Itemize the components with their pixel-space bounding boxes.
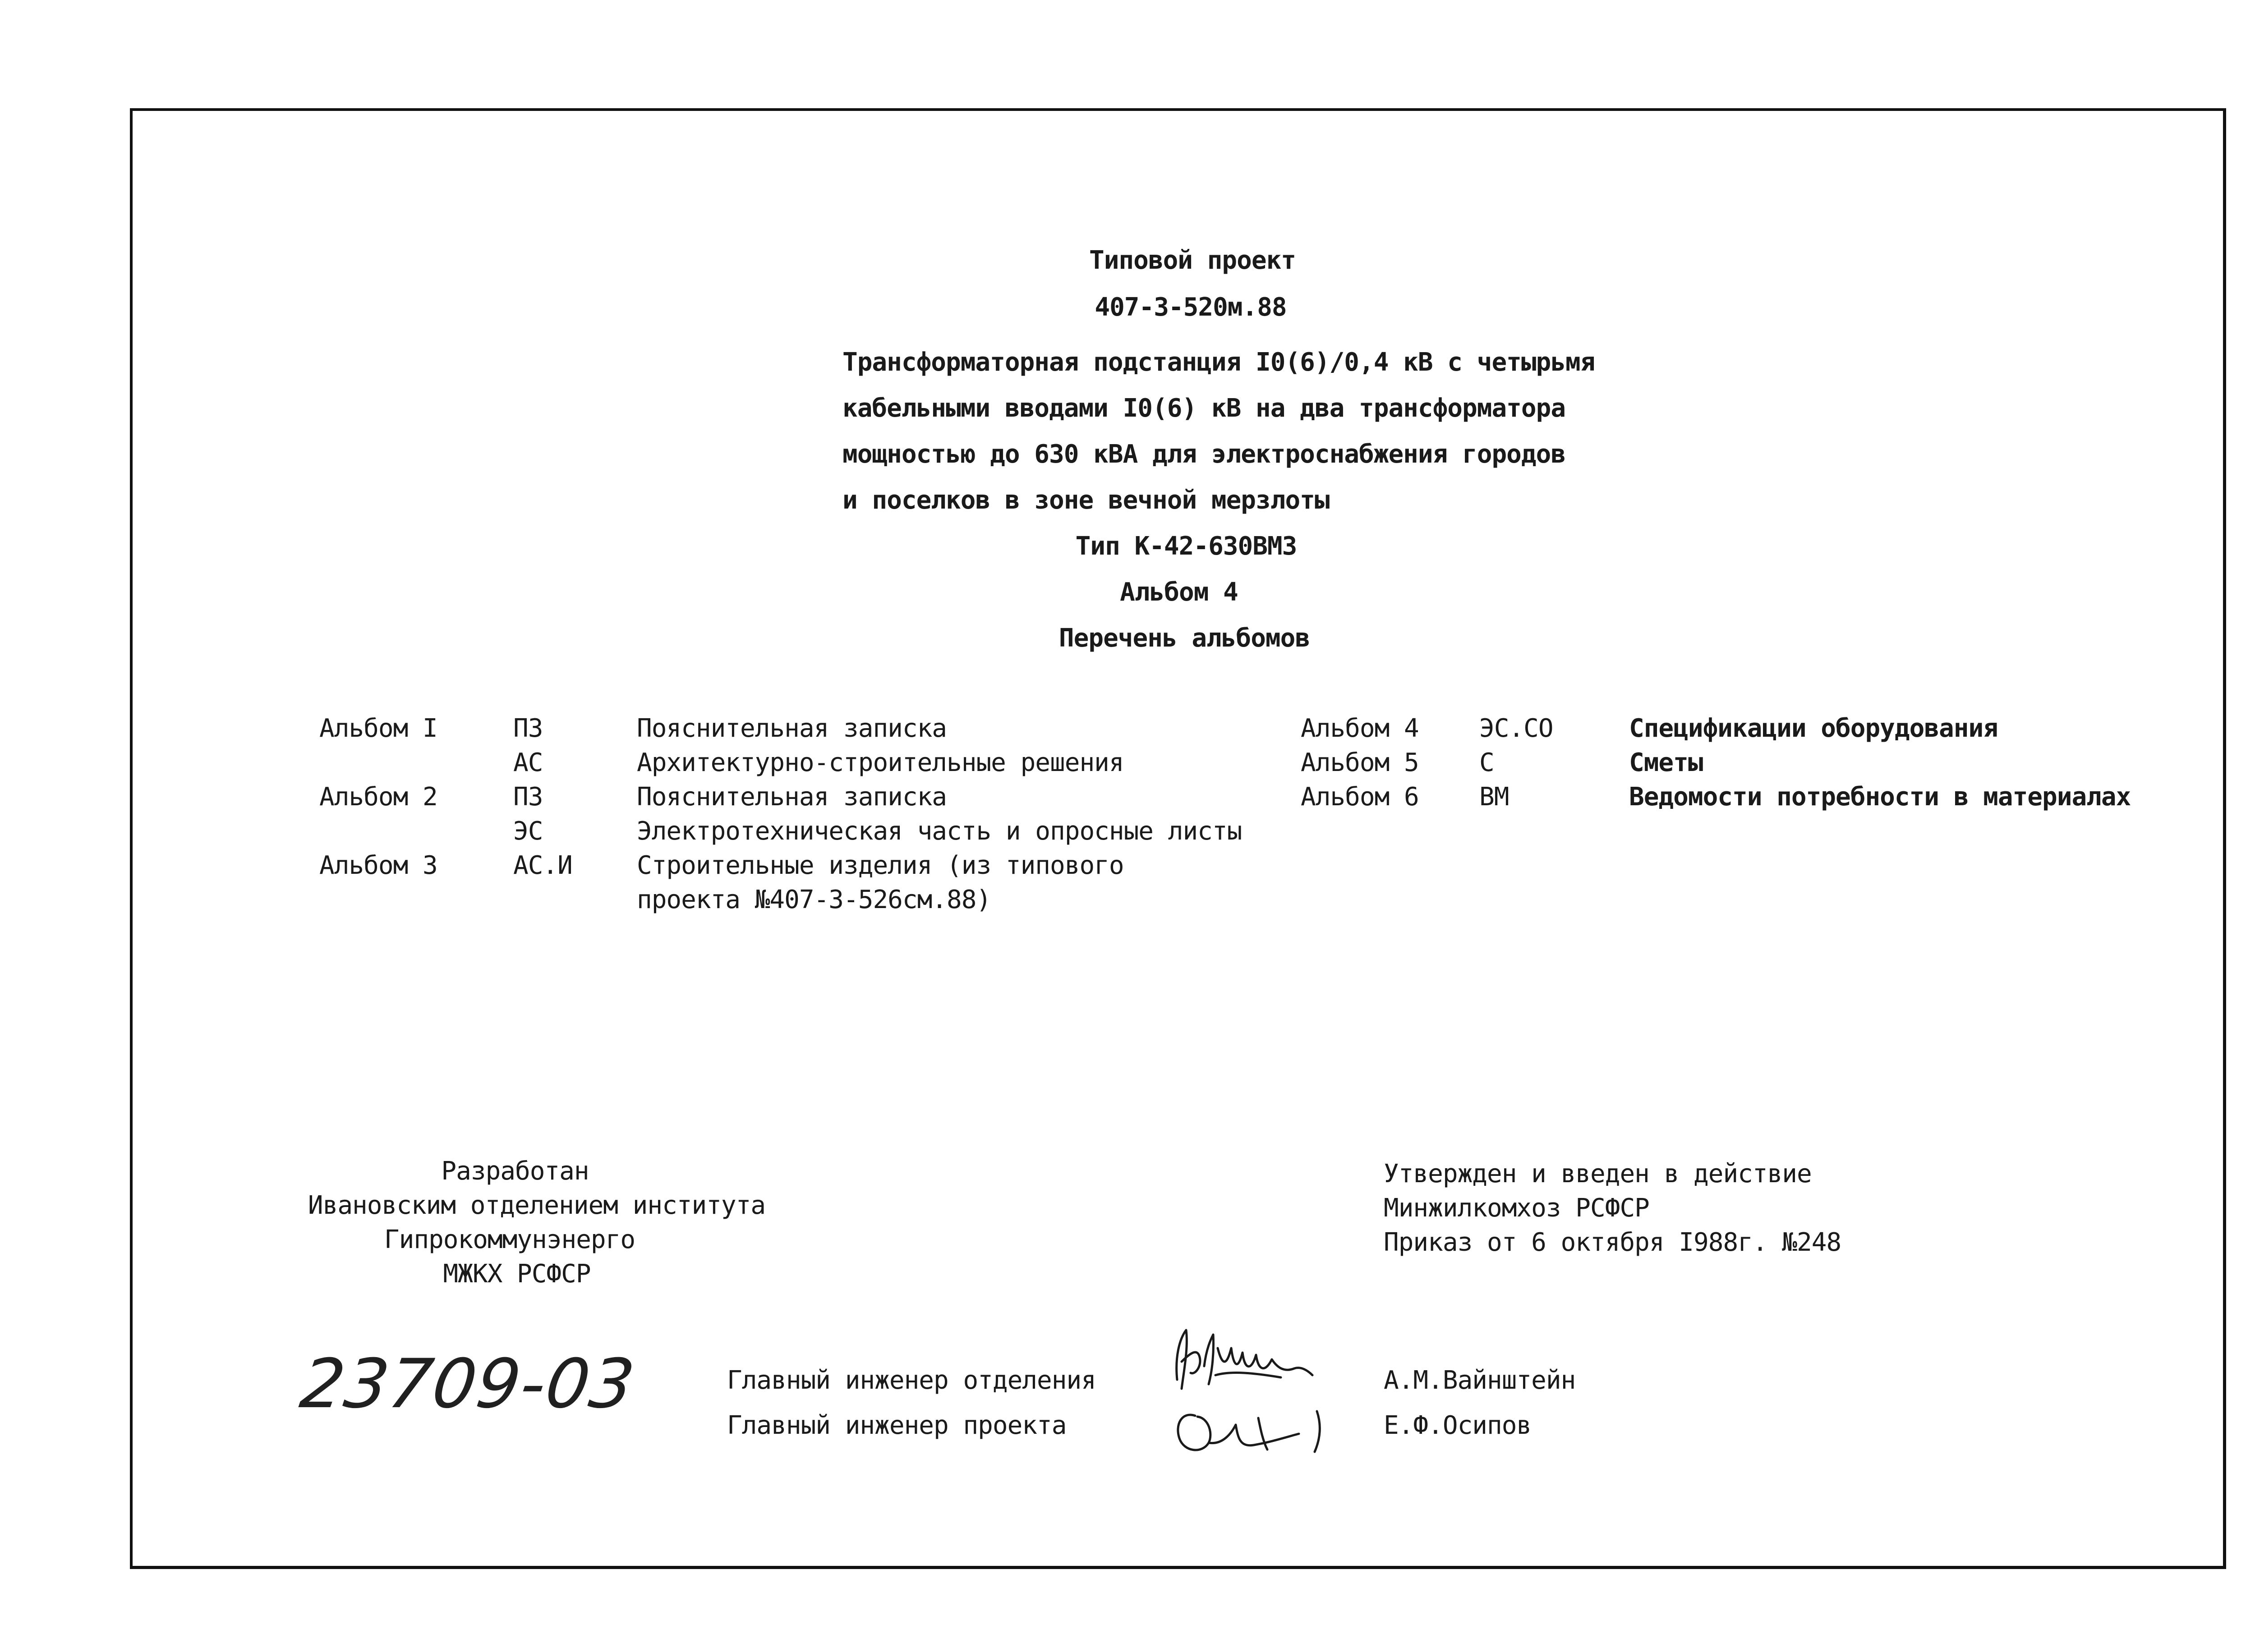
developer-org-line-2: Гипрокоммунэнерго	[384, 1225, 635, 1254]
album-title: Архитектурно-строительные решения	[637, 748, 1124, 777]
chief-engineer-project-label: Главный инженер проекта	[727, 1411, 1067, 1440]
album-label: Альбом 6	[1301, 782, 1419, 812]
album-label: Альбом 4	[1301, 714, 1419, 743]
developer-org-line-1: Ивановским отделением института	[308, 1191, 766, 1220]
developer-org-line-3: МЖКХ РСФСР	[443, 1259, 591, 1289]
album-list-title: Перечень альбомов	[1058, 624, 1310, 653]
description-line-2: кабельными вводами I0(6) кВ на два трансформатора	[842, 394, 1566, 423]
album-label: Альбом 5	[1301, 748, 1419, 777]
album-label: Альбом 2	[319, 782, 437, 812]
album-code: АС	[513, 748, 543, 777]
album-label: Альбом 3	[319, 851, 437, 880]
approval-line-3: Приказ от 6 октября I988г. №248	[1384, 1228, 1841, 1257]
album-title: Пояснительная записка	[637, 782, 947, 812]
album-number: Альбом 4	[1120, 578, 1238, 607]
type-code: Тип К-42-630ВМЗ	[1075, 532, 1297, 561]
album-code: С	[1479, 748, 1494, 777]
approval-line-1: Утвержден и введен в действие	[1384, 1159, 1812, 1189]
album-title-continued: проекта №407-3-526см.88)	[637, 885, 991, 914]
inventory-number: 23709-03	[295, 1345, 640, 1423]
handwritten-signatures	[1164, 1321, 1335, 1474]
chief-engineer-project-name: Е.Ф.Осипов	[1384, 1411, 1532, 1440]
album-title: Электротехническая часть и опросные листы	[637, 817, 1242, 846]
approval-line-2: Минжилкомхоз РСФСР	[1384, 1193, 1649, 1223]
album-title: Строительные изделия (из типового	[637, 851, 1124, 880]
album-code: ПЗ	[513, 714, 543, 743]
album-code: ЭС	[513, 817, 543, 846]
chief-engineer-department-name: А.М.Вайнштейн	[1384, 1366, 1576, 1395]
album-code: ЭС.СО	[1479, 714, 1553, 743]
album-label: Альбом I	[319, 714, 437, 743]
description-line-3: мощностью до 630 кВА для электроснабжения городов	[842, 440, 1566, 469]
chief-engineer-department-label: Главный инженер отделения	[727, 1366, 1096, 1395]
album-title: Ведомости потребности в материалах	[1629, 782, 2131, 812]
project-type-label: Типовой проект	[1089, 246, 1296, 275]
project-number: 407-3-520м.88	[1095, 293, 1287, 322]
description-line-1: Трансформаторная подстанция I0(6)/0,4 кВ с четырьмя	[842, 348, 1595, 377]
album-title: Пояснительная записка	[637, 714, 947, 743]
description-line-4: и поселков в зоне вечной мерзлоты	[842, 486, 1330, 515]
album-title: Сметы	[1629, 748, 1703, 777]
developer-label: Разработан	[441, 1156, 589, 1186]
album-code: АС.И	[513, 851, 572, 880]
album-title: Спецификации оборудования	[1629, 714, 1998, 743]
album-code: ВМ	[1479, 782, 1509, 812]
album-code: ПЗ	[513, 782, 543, 812]
